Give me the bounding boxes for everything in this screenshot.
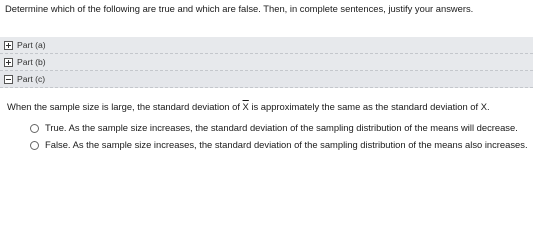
option-false[interactable] [30, 139, 528, 151]
option-true[interactable] [30, 122, 518, 134]
option-false-label: False. As the sample size increases, the standard deviation of the sampling distribution of the means also increases. [45, 139, 528, 150]
collapse-icon[interactable] [4, 75, 13, 84]
part-c-header[interactable] [0, 71, 533, 88]
x-bar-symbol: X [242, 101, 249, 112]
question-text [7, 101, 531, 113]
question-prefix: When the sample size is large, the standard deviation of [7, 101, 243, 112]
instructions-text: Determine which of the following are true and which are false. Then, in complete sentences, justify your answers. [5, 3, 474, 14]
part-a-label: Part (a) [17, 40, 46, 50]
question-suffix: is approximately the same as the standard deviation of X. [248, 101, 490, 112]
radio-button[interactable] [30, 124, 39, 133]
expand-icon[interactable] [4, 41, 13, 50]
part-b-label: Part (b) [17, 57, 46, 67]
part-b-header[interactable] [0, 54, 533, 71]
option-true-label: True. As the sample size increases, the standard deviation of the sampling distribution of the means will decrease. [45, 122, 518, 133]
part-c-label: Part (c) [17, 74, 46, 84]
expand-icon[interactable] [4, 58, 13, 67]
part-a-header[interactable] [0, 37, 533, 54]
radio-button[interactable] [30, 141, 39, 150]
